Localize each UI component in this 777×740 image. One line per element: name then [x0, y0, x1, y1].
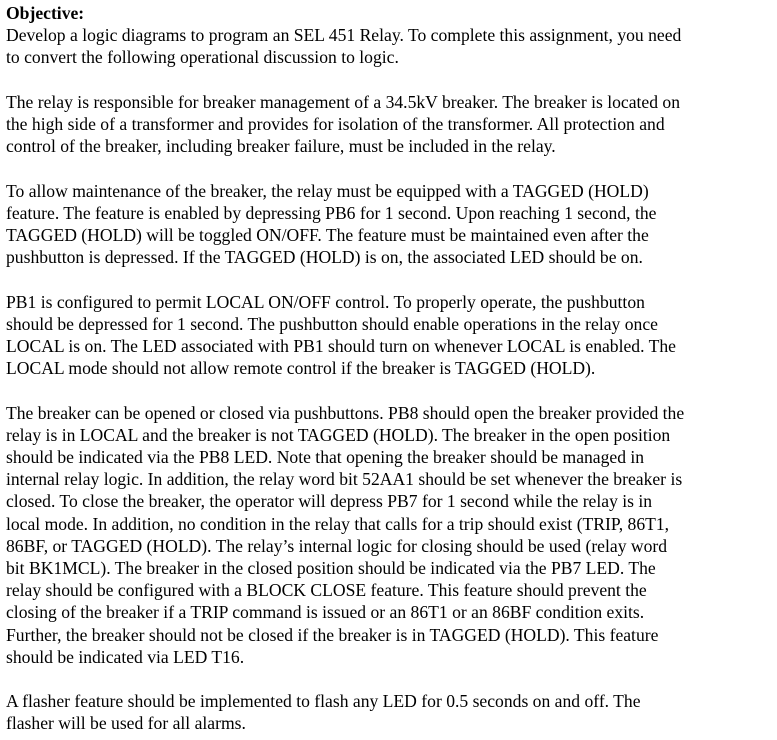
objective-heading: Objective:: [6, 3, 85, 23]
paragraph-tagged-hold: To allow maintenance of the breaker, the relay must be equipped with a TAGGED (HOLD) feature. The feature is enabled by depressing PB6 for 1 second. Upon reaching 1 second, the TAGGED (HOLD) will be toggled ON/OFF. The feature must be maintained even after the pushbutton is depressed. If the TAGGED (HOLD) is on, the associated LED should be on.: [6, 180, 657, 268]
paragraph-relay-responsibility: The relay is responsible for breaker management of a 34.5kV breaker. The breaker is located on the high side of a transformer and provides for isolation of the transformer. All protection and control of the breaker, including breaker failure, must be included in the relay.: [6, 91, 680, 157]
document-body: [6, 2, 774, 735]
paragraph-flasher: A flasher feature should be implemented to flash any LED for 0.5 seconds on and off. The flasher will be used for all alarms.: [6, 691, 641, 734]
paragraph-local-control: PB1 is configured to permit LOCAL ON/OFF control. To properly operate, the pushbutton should be depressed for 1 second. The pushbutton should enable operations in the relay once LOCAL is on. The LED associated with PB1 should turn on whenever LOCAL is enabled. The LOCAL mode should not allow remote control if the breaker is TAGGED (HOLD).: [6, 291, 676, 379]
paragraph-breaker-open-close: The breaker can be opened or closed via pushbuttons. PB8 should open the breaker provided the relay is in LOCAL and the breaker is not TAGGED (HOLD). The breaker in the open position should be indicated via the PB8 LED. Note that opening the breaker should be managed in internal relay logic. In addition, the relay word bit 52AA1 should be set whenever the breaker is closed. To close the breaker, the operator will depress PB7 for 1 second while the relay is in local mode. In addition, no condition in the relay that calls for a trip should exist (TRIP, 86T1, 86BF, or TAGGED (HOLD). The relay’s internal logic for closing should be used (relay word bit BK1MCL). The breaker in the closed position should be indicated via the PB7 LED. The relay should be configured with a BLOCK CLOSE feature. This feature should prevent the closing of the breaker if a TRIP command is issued or an 86T1 or an 86BF condition exits. Further, the breaker should not be closed if the breaker is in TAGGED (HOLD). This feature should be indicated via LED T16.: [6, 402, 685, 667]
paragraph-intro: Develop a logic diagrams to program an SEL 451 Relay. To complete this assignment, you need to convert the following operational discussion to logic.: [6, 25, 682, 68]
